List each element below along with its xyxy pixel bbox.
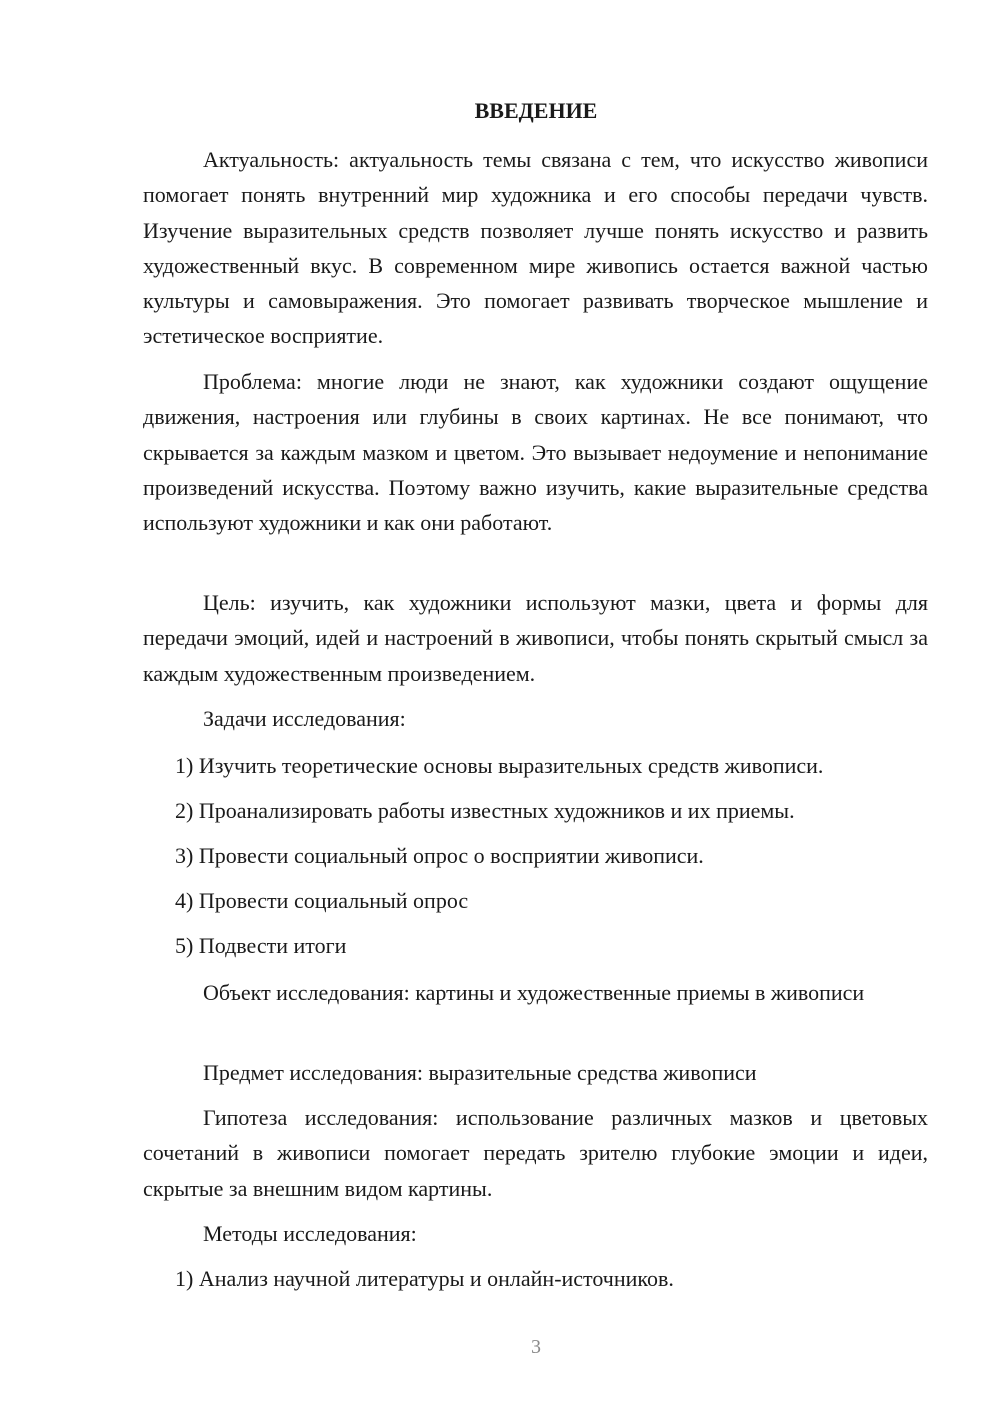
tasks-heading: Задачи исследования: bbox=[203, 706, 406, 731]
task-item: 1) Изучить теоретические основы выразительных средств живописи. bbox=[175, 753, 824, 778]
section-title: ВВЕДЕНИЕ bbox=[474, 98, 598, 123]
task-item: 2) Проанализировать работы известных художников и их приемы. bbox=[175, 798, 795, 823]
relevance-paragraph: Актуальность: актуальность темы связана с тем, что искусство живописи помогает понять внутренний мир художника и его способы передачи чувств. Изучение выразительных средств позволяет лучше понять искусство и развить художественный вкус. В современном мире живопись остается важной частью культуры и самовыражения. Это помогает развивать творческое мышление и эстетическое восприятие. bbox=[143, 147, 928, 349]
page-number: 3 bbox=[531, 1336, 541, 1358]
task-item: 3) Провести социальный опрос о восприятии живописи. bbox=[175, 843, 704, 868]
goal-paragraph: Цель: изучить, как художники используют мазки, цвета и формы для передачи эмоций, идей и настроений в живописи, чтобы понять скрытый смысл за каждым художественным произведением. bbox=[143, 590, 928, 686]
method-item: 1) Анализ научной литературы и онлайн-источников. bbox=[175, 1266, 674, 1291]
problem-paragraph: Проблема: многие люди не знают, как художники создают ощущение движения, настроения или глубины в своих картинах. Не все понимают, что скрывается за каждым мазком и цветом. Это вызывает недоумение и непонимание произведений искусства. Поэтому важно изучить, какие выразительные средства используют художники и как они работают. bbox=[143, 369, 928, 536]
subject-paragraph: Предмет исследования: выразительные средства живописи bbox=[203, 1060, 757, 1085]
methods-heading: Методы исследования: bbox=[203, 1221, 417, 1246]
object-paragraph: Объект исследования: картины и художественные приемы в живописи bbox=[203, 980, 865, 1005]
task-item: 5) Подвести итоги bbox=[175, 933, 347, 958]
task-item: 4) Провести социальный опрос bbox=[175, 888, 469, 913]
hypothesis-paragraph: Гипотеза исследования: использование различных мазков и цветовых сочетаний в живописи помогает передать зрителю глубокие эмоции и идеи, скрытые за внешним видом картины. bbox=[143, 1105, 928, 1201]
